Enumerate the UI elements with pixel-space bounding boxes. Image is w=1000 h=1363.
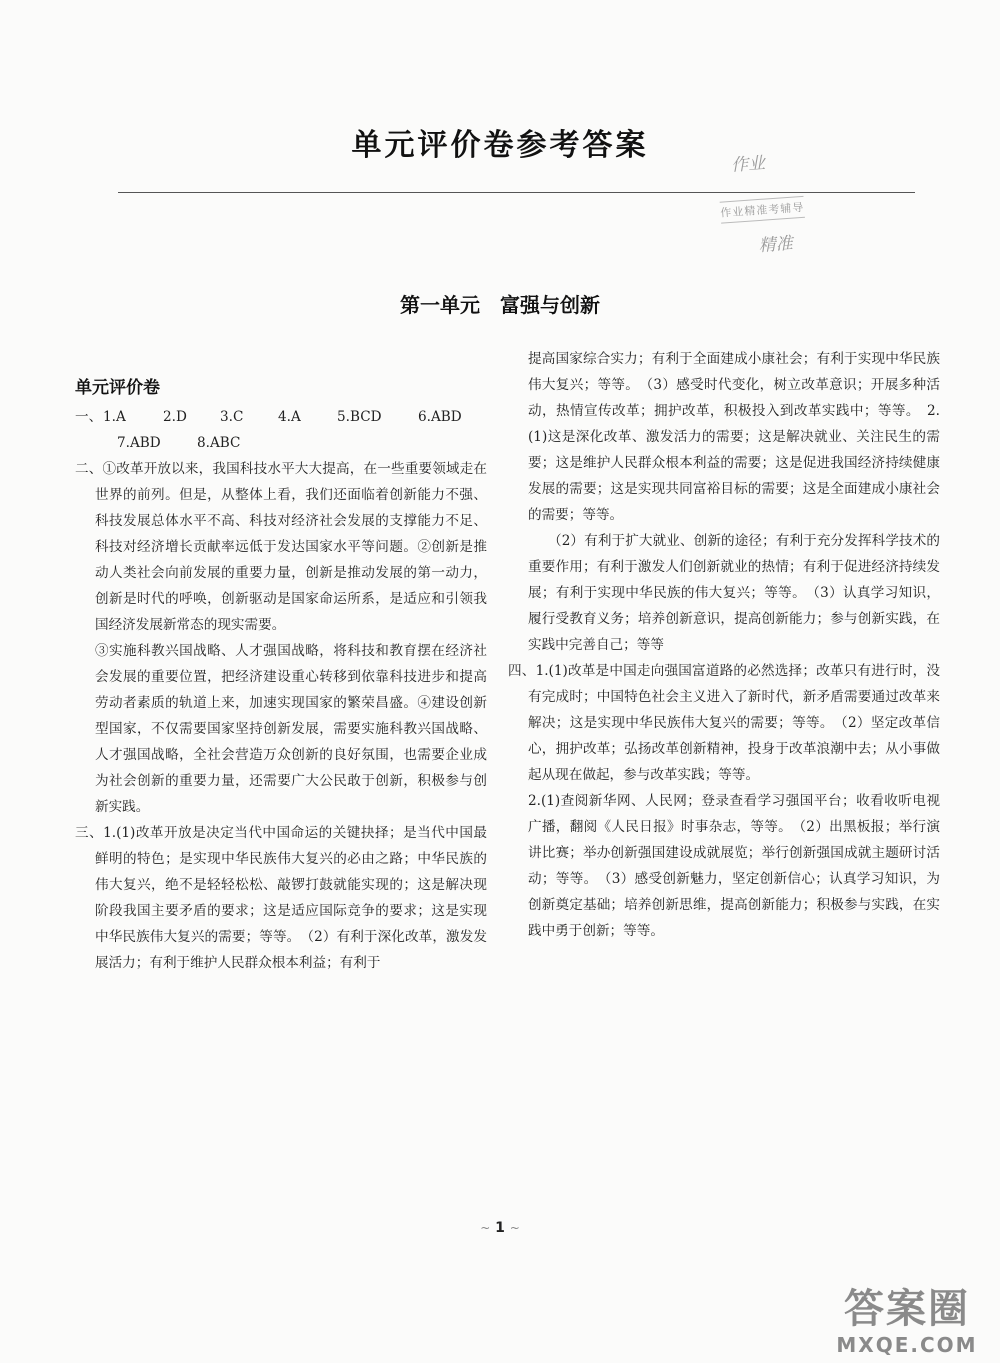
answer-6: 6.ABD — [418, 409, 462, 425]
part4-q2-paragraph: 2.(1)查阅新华网、人民网；登录查看学习强国平台；收看收听电视广播，翻阅《人民日报》时事杂志，等等。 （2）出黑板报；举行演讲比赛；举办创新强国建设成就展览；举行创新强国成就主题研讨活动；等等。 （3）感受创新魅力，坚定创新信心；认真学习知识，为创新奠定基础；培养创新思维，提高创新能力；积极参与实践，在实践中勇于创新；等等。 — [528, 793, 940, 939]
stamp-bottom-text: 精准 — [758, 233, 794, 257]
watermark-logo: 答案圈 — [844, 1286, 970, 1332]
part2-paragraph-2: ③实施科教兴国战略、人才强国战略，将科技和教育摆在经济社会发展的重要位置，把经济建设重心转移到依靠科技进步和提高劳动者素质的轨道上来，加速实现国家的繁荣昌盛。④建设创新型国家，不仅需要国家坚持创新发展，需要实施科教兴国战略、人才强国战略，全社会营造万众创新的良好氛围，也需要企业成为社会创新的重要力量，还需要广大公民敢于创新，积极参与创新实践。 — [95, 643, 487, 815]
stamp-middle-text: 作业精准考辅导 — [720, 196, 805, 224]
unit-title: 第一单元 富强与创新 — [400, 293, 600, 317]
ornament-left-icon: ~ — [480, 1221, 491, 1235]
page-number — [470, 1220, 530, 1236]
stamp-mark — [707, 126, 839, 284]
left-column — [75, 372, 487, 976]
page-title: 单元评价卷参考答案 — [351, 128, 649, 163]
part1-label: 一、 — [75, 409, 103, 425]
answer-row-2 — [75, 430, 487, 456]
answer-1: 1.A — [103, 409, 126, 425]
part4-q1-paragraph: 四、1.(1)改革是中国走向强国富道路的必然选择；改革只有进行时，没有完成时；中国特色社会主义进入了新时代，新矛盾需要通过改革来解决；这是实现中华民族伟大复兴的需要；等等。 （2）坚定改革信心，拥护改革；弘扬改革创新精神，投身于改革浪潮中去；从小事做起从现在做起，参与改革实践；等等。 — [508, 663, 940, 783]
answer-8: 8.ABC — [197, 435, 241, 451]
answer-4: 4.A — [278, 409, 301, 425]
answer-5: 5.BCD — [337, 409, 382, 425]
part3-continued-paragraph: 提高国家综合实力；有利于全面建成小康社会；有利于实现中华民族伟大复兴；等等。 （3）感受时代变化，树立改革意识；开展多种活动，热情宣传改革；拥护改革，积极投入到改革实践中；等等。 2.(1)这是深化改革、激发活力的需要；这是解决就业、关注民生的需要；这是维护人民群众根本利益的需要；这是促进我国经济持续健康发展的需要；这是实现共同富裕目标的需要；这是全面建成小康社会的需要；等等。 — [528, 351, 940, 523]
answer-2: 2.D — [163, 409, 187, 425]
section-heading: 单元评价卷 — [75, 378, 160, 398]
ornament-right-icon: ~ — [509, 1221, 520, 1235]
stamp-top-text: 作业 — [730, 153, 766, 176]
answer-3: 3.C — [220, 409, 244, 425]
watermark-url: MXQE.COM — [836, 1333, 978, 1357]
part3-paragraph-left: 三、1.(1)改革开放是决定当代中国命运的关键抉择；是当代中国最鲜明的特色；是实现中华民族伟大复兴的必由之路；中华民族的伟大复兴，绝不是轻轻松松、敲锣打鼓就能实现的；这是解决现阶段我国主要矛盾的要求；这是适应国际竞争的要求；这是实现中华民族伟大复兴的需要；等等。 （2）有利于深化改革，激发发展活力；有利于维护人民群众根本利益；有利于 — [75, 825, 487, 971]
part3-q2-continued-paragraph: （2）有利于扩大就业、创新的途径；有利于充分发挥科学技术的重要作用；有利于激发人们创新就业的热情；有利于促进经济持续发展；有利于实现中华民族的伟大复兴；等等。 （3）认真学习知识，履行受教育义务；培养创新意识，提高创新能力；参与创新实践，在实践中完善自己；等等 — [528, 533, 940, 653]
watermark — [822, 1285, 992, 1357]
part2-paragraph-1: 二、①改革开放以来，我国科技水平大大提高，在一些重要领域走在世界的前列。但是，从整体上看，我们还面临着创新能力不强、科技发展总体水平不高、科技对经济社会发展的支撑能力不足、科技对经济增长贡献率远低于发达国家水平等问题。②创新是推动人类社会向前发展的重要力量，创新是推动发展的第一动力，创新是时代的呼唤，创新驱动是国家命运所系，是适应和引领我国经济发展新常态的现实需要。 — [75, 461, 487, 633]
right-column — [508, 346, 940, 944]
page-number-value: 1 — [495, 1220, 505, 1236]
answer-row-1 — [75, 404, 487, 430]
answer-7: 7.ABD — [117, 435, 161, 451]
